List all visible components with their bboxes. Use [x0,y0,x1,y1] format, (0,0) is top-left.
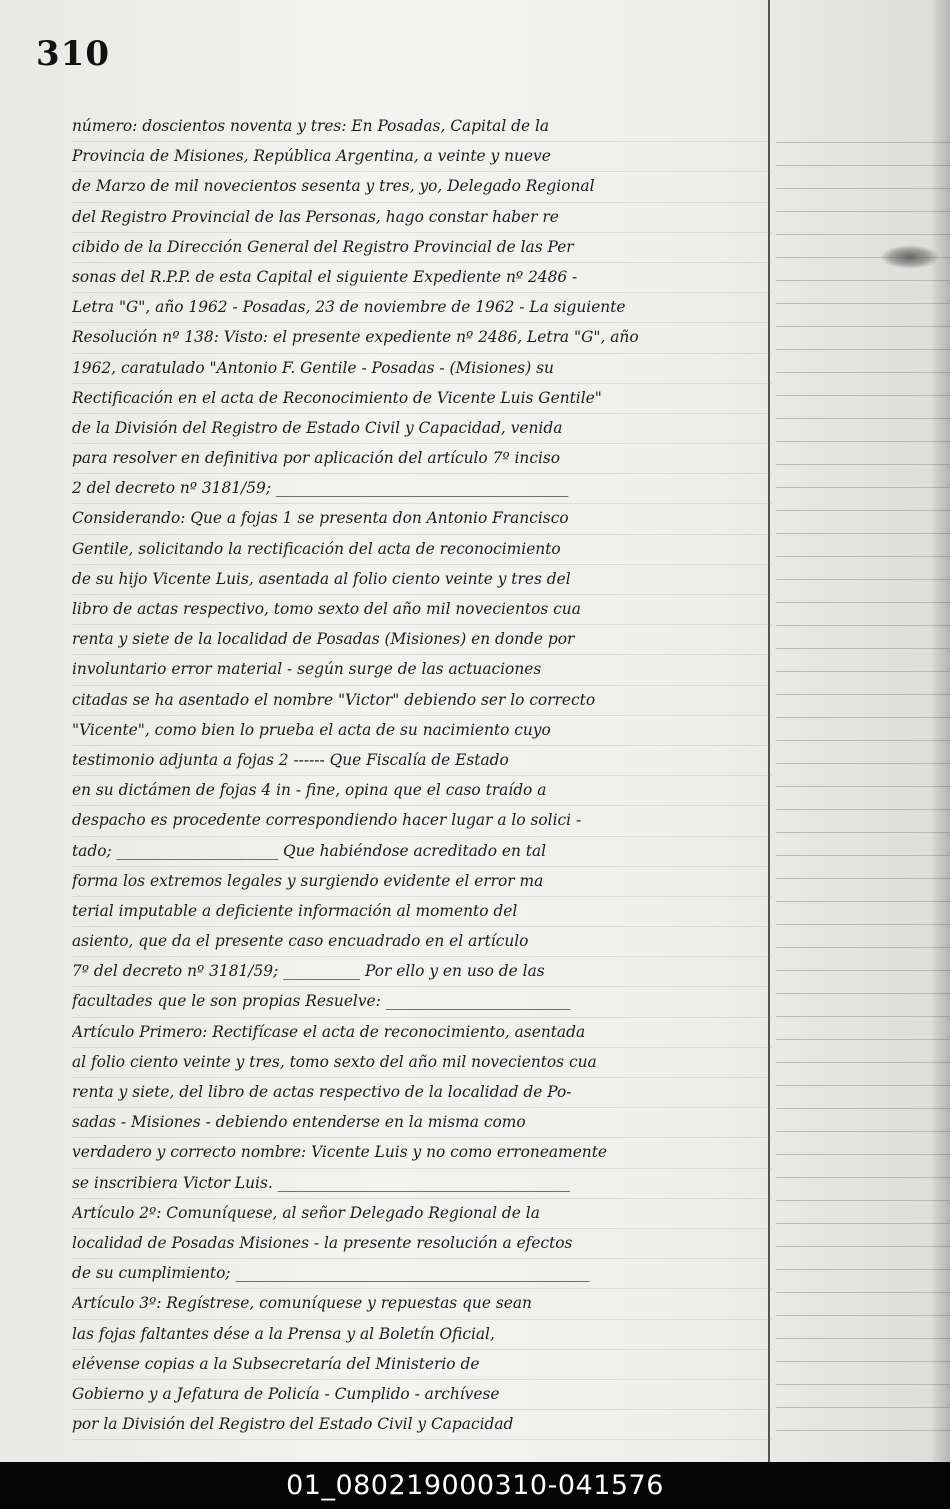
record-line: del Registro Provincial de las Personas, hago constar haber re [72,203,772,233]
record-line: Artículo 2º: Comuníquese, al señor Delegado Regional de la [72,1199,772,1229]
record-line: "Vicente", como bien lo prueba el acta de su nacimiento cuyo [72,716,772,746]
record-line: renta y siete de la localidad de Posadas (Misiones) en donde por [72,625,772,655]
record-line: por la División del Registro del Estado Civil y Capacidad [72,1410,772,1440]
record-line: al folio ciento veinte y tres, tomo sexto del año mil novecientos cua [72,1048,772,1078]
record-line: elévense copias a la Subsecretaría del Ministerio de [72,1350,772,1380]
record-line: Gentile, solicitando la rectificación del acta de reconocimiento [72,535,772,565]
record-line: sonas del R.P.P. de esta Capital el siguiente Expediente nº 2486 - [72,263,772,293]
record-line: despacho es procedente correspondiendo hacer lugar a lo solici - [72,806,772,836]
record-line: asiento, que da el presente caso encuadrado en el artículo [72,927,772,957]
record-line: involuntario error material - según surge de las actuaciones [72,655,772,685]
record-line: terial imputable a deficiente información al momento del [72,897,772,927]
record-line: testimonio adjunta a fojas 2 ------ Que Fiscalía de Estado [72,746,772,776]
record-line: facultades que le son propias Resuelve: ________________________ [72,987,772,1017]
record-line: de Marzo de mil novecientos sesenta y tres, yo, Delegado Regional [72,172,772,202]
page-edge-shadow [930,0,950,1462]
record-line: Artículo Primero: Rectifícase el acta de reconocimiento, asentada [72,1018,772,1048]
record-line: 2 del decreto nº 3181/59; ______________________________________ [72,474,772,504]
record-line: localidad de Posadas Misiones - la presente resolución a efectos [72,1229,772,1259]
record-line: Artículo 3º: Regístrese, comuníquese y repuestas que sean [72,1289,772,1319]
record-line: citadas se ha asentado el nombre "Victor" debiendo ser lo correcto [72,686,772,716]
image-id-label: 01_080219000310-041576 [286,1470,664,1501]
record-line: Gobierno y a Jefatura de Policía - Cumplido - archívese [72,1380,772,1410]
record-line: tado; _____________________ Que habiéndose acreditado en tal [72,837,772,867]
record-line: sadas - Misiones - debiendo entenderse en la misma como [72,1108,772,1138]
record-line: libro de actas respectivo, tomo sexto del año mil novecientos cua [72,595,772,625]
record-line: renta y siete, del libro de actas respectivo de la localidad de Po- [72,1078,772,1108]
image-id-bar [0,1462,950,1509]
record-line: para resolver en definitiva por aplicación del artículo 7º inciso [72,444,772,474]
record-line: de la División del Registro de Estado Civil y Capacidad, venida [72,414,772,444]
record-line: Rectificación en el acta de Reconocimiento de Vicente Luis Gentile" [72,384,772,414]
record-line: verdadero y correcto nombre: Vicente Luis y no como erroneamente [72,1138,772,1168]
record-line: las fojas faltantes dése a la Prensa y al Boletín Oficial, [72,1320,772,1350]
folio-number: 310 [36,34,110,74]
record-line: Provincia de Misiones, República Argentina, a veinte y nueve [72,142,772,172]
margin-ruled-lines [776,120,950,1450]
handwritten-record [72,112,772,1440]
record-line: Resolución nº 138: Visto: el presente expediente nº 2486, Letra "G", año [72,323,772,353]
record-line: número: doscientos noventa y tres: En Posadas, Capital de la [72,112,772,142]
record-line: de su cumplimiento; ______________________________________________ [72,1259,772,1289]
record-line: Letra "G", año 1962 - Posadas, 23 de noviembre de 1962 - La siguiente [72,293,772,323]
record-line: 7º del decreto nº 3181/59; __________ Por ello y en uso de las [72,957,772,987]
ink-stain [880,245,940,269]
record-line: de su hijo Vicente Luis, asentada al folio ciento veinte y tres del [72,565,772,595]
record-line: en su dictámen de fojas 4 in - fine, opina que el caso traído a [72,776,772,806]
record-line: se inscribiera Victor Luis. ______________________________________ [72,1169,772,1199]
record-line: 1962, caratulado "Antonio F. Gentile - Posadas - (Misiones) su [72,354,772,384]
record-line: cibido de la Dirección General del Registro Provincial de las Per [72,233,772,263]
record-line: forma los extremos legales y surgiendo evidente el error ma [72,867,772,897]
record-line: Considerando: Que a fojas 1 se presenta don Antonio Francisco [72,504,772,534]
